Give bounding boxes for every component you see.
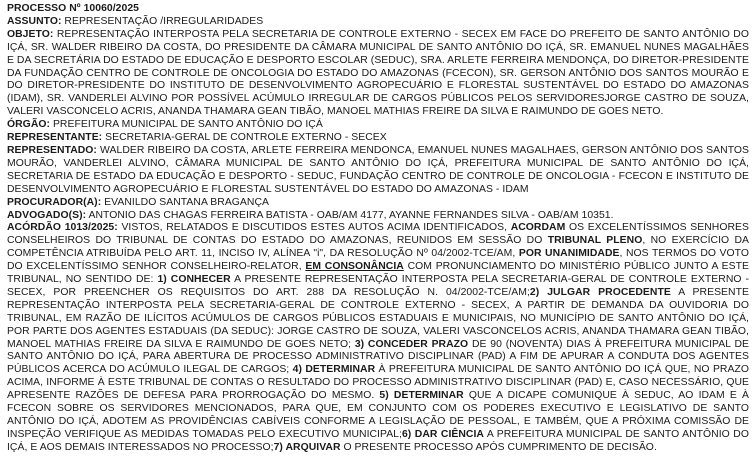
acordao-bold-unanimidade: POR UNANIMIDADE xyxy=(518,248,620,260)
acordao-text-1: VISTOS, RELATADOS E DISCUTIDOS ESTES AUTOS ACIMA IDENTIFICADOS, xyxy=(121,222,508,234)
advogado-value: ANTONIO DAS CHAGAS FERREIRA BATISTA - OAB/AM 4177, AYANNE FERNANDES SILVA - OAB/AM 10351. xyxy=(88,209,614,221)
acordao-text-4: , NOS TERMOS DO VOTO DO EXCELENTÍSSIMO SENHOR CONSELHEIRO-RELATOR, xyxy=(7,248,750,273)
acordao-text-10: QUE A DICAPE COMUNIQUE À SEDUC, AO IDAM E À FCECON SOBRE OS SERVIDORES MENCIONADOS, PARA QUE, EM CONJUNTO COM OS PODERES EXECUTIVO E LEGISLATIVO DE SANTO ANTÔNIO DO IÇÁ, ADOTEM AS PROVIDÊNCIAS CABÍVEIS CONFORME A LEGISLAÇÃO DE PESSOAL, E TAMBÉM, QUE A PRÓXIMA COMISSÃO DE INSPEÇÃO VERIFIQUE AS MEDIDAS TOMADAS PELO EXECUTIVO MUNICIPAL; xyxy=(7,390,750,440)
objeto-label: OBJETO: xyxy=(7,28,54,40)
acordao-text-5: COM PRONUNCIAMENTO DO MINISTÉRIO PÚBLICO JUNTO A ESTE TRIBUNAL, NO SENTIDO DE: xyxy=(7,261,750,286)
acordao-bold-consonancia: EM CONSONÂNCIA xyxy=(305,261,404,273)
objeto-paragraph xyxy=(7,29,749,119)
acordao-item-1-label: 1) CONHECER xyxy=(157,274,231,286)
representado-label: REPRESENTADO: xyxy=(7,144,97,156)
acordao-text-7: A PRESENTE REPRESENTAÇÃO INTERPOSTA PELA SECRETARIA-GERAL DE CONTROLE EXTERNO - SECEX, A PARTIR DE DEMANDA DA OUVIDORIA DO TRIBUNAL, EM RAZÃO DE ILÍCITOS ACÚMULOS DE CARGOS PÚBLICOS ESTADUAIS E MUNICIPAIS, NO MUNICÍPIO DE SANTO ANTÔNIO DO IÇÁ, POR PARTE DOS AGENTES ESTADUAIS (DA SEDUC): JORGE CASTRO DE SOUZA, VALERI VASCONCELOS ACRIS, ANANDA THAMARA GEAN TIBÃO, MANOEL MATHIAS FREIRE DA SILVA E RAIMUNDO DE GOES NETO; xyxy=(7,286,749,350)
objeto-value: REPRESENTAÇÃO INTERPOSTA PELA SECRETARIA DE CONTROLE EXTERNO - SECEX EM FACE DO PREFEITO DE SANTO ANTÔNIO DO IÇÁ, SR. WALDER RIBEIRO DA COSTA, DO PRESIDENTE DA CÂMARA MUNICIPAL DE SANTO ANTÔNIO DO IÇÁ, SR. EMANUEL NUNES MAGALHÃES E DA SECRETÁRIA DO ESTADO DE EDUCAÇÃO E DESPORTO ESCOLAR (SEDUC), SRA. ARLETE FERREIRA MENDONÇA, DO DIRETOR-PRESIDENTE DA FUNDAÇÃO CENTRO DE CONTROLE DE ONCOLOGIA DO ESTADO DO AMAZONAS (FCECON), SR. GERSON ANTÔNIO DOS SANTOS MOURÃO E DO DIRETOR-PRESIDENTE DO INSTITUTO DE DESENVOLVIMENTO AGROPECUÁRIO E FLORESTAL SUSTENTÁVEL DO ESTADO DO AMAZONAS (IDAM), SR. VANDERLEI ALVINO POR POSSÍVEL ACÚMULO IRREGULAR DE CARGOS PÚBLICOS PELOS SERVIDORESJORGE CASTRO DE SOUZA, VALERI VASCONCELO ACRIS, ANANDA THAMARA GEAN TIBÃO, MANOEL MATHIAS FREIRE DA SILVA E RAIMUNDO DE GOES NETO. xyxy=(7,28,749,118)
acordao-bold-tribunal-pleno: TRIBUNAL PLENO xyxy=(547,235,643,247)
assunto-line xyxy=(7,16,749,29)
acordao-item-3-label: 3) CONCEDER PRAZO xyxy=(354,338,469,350)
representado-paragraph xyxy=(7,145,749,197)
acordao-text-3: , NO EXERCÍCIO DA COMPETÊNCIA ATRIBUÍDA PELO ART. 11, INCISO IV, ALÍNEA "i", DA RESOLUÇÃO Nº 04/2002-TCE/AM, xyxy=(7,235,750,260)
advogado-label: ADVOGADO(S): xyxy=(7,209,87,221)
acordao-item-6-label: 6) DAR CIÊNCIA xyxy=(401,428,484,440)
acordao-item-4-label: 4) DETERMINAR xyxy=(292,364,376,376)
representante-label: REPRESENTANTE: xyxy=(7,132,103,144)
acordao-paragraph xyxy=(7,222,749,454)
acordao-text-6: A PRESENTE REPRESENTAÇÃO INTERPOSTA PELA SECRETARIA-GERAL DE CONTROLE EXTERNO - SECEX, POR PREENCHER OS REQUISITOS DO ART. 288 DA RESOLUÇÃO N. 04/2002-TCE/AM; xyxy=(7,274,750,298)
assunto-value: REPRESENTAÇÃO /IRREGULARIDADES xyxy=(64,15,264,27)
acordao-text-9: À PREFEITURA MUNICIPAL DE SANTO ANTÔNIO DO IÇÁ QUE, NO PRAZO ACIMA, INFORME À ESTE TRIBUNAL DE CONTAS O RESULTADO DO PROCESSO ADMINISTRATIVO DISCIPLINAR (PAD) E, CASO NECESSÁRIO, QUE APRESENTE RAZÕES DE DEFESA PARA PRORROGAÇÃO DO MESMO. xyxy=(7,364,749,402)
procurador-value: EVANILDO SANTANA BRAGANÇA xyxy=(104,196,270,208)
procurador-line xyxy=(7,197,749,210)
acordao-text-2: OS EXCELENTÍSSIMOS SENHORES CONSELHEIROS DO TRIBUNAL DE CONTAS DO ESTADO DO AMAZONAS, REUNIDOS EM SESSÃO DO xyxy=(7,222,749,247)
orgao-line xyxy=(7,119,749,132)
acordao-item-5-label: 5) DETERMINAR xyxy=(379,390,464,402)
processo-line xyxy=(7,3,749,16)
acordao-bold-acordam: ACORDAM xyxy=(510,222,566,234)
representante-line xyxy=(7,132,749,145)
acordao-text-8: DE 90 (NOVENTA) DIAS À PREFEITURA MUNICIPAL DE SANTO ANTÔNIO DO IÇÁ, PARA ABERTURA DE PROCESSO ADMINISTRATIVO DISCIPLINAR (PAD) A FIM DE APURAR A CONDUTA DOS AGENTES PÚBLICOS ACERCA DO ACÚMULO ILEGAL DE CARGOS; xyxy=(7,338,750,376)
orgao-value: PREFEITURA MUNICIPAL DE SANTO ANTÔNIO DO IÇÁ xyxy=(52,119,323,131)
processo-number: 10060/2025 xyxy=(83,3,139,14)
advogado-line xyxy=(7,210,749,223)
orgao-label: ÓRGÃO: xyxy=(7,119,51,131)
representante-value: SECRETARIA-GERAL DE CONTROLE EXTERNO - SECEX xyxy=(105,132,387,144)
acordao-item-2-label: 2) JULGAR PROCEDENTE xyxy=(529,286,671,298)
representado-value: WALDER RIBEIRO DA COSTA, ARLETE FERREIRA MENDONCA, EMANUEL NUNES MAGALHAES, GERSON ANTÔNIO DOS SANTOS MOURÃO, VANDERLEI ALVINO, CÂMARA MUNICIPAL DE SANTO ANTÔNIO DO IÇÁ, PREFEITURA MUNICIPAL DE SANTO ANTÔNIO DO IÇÁ, SECRETARIA DE ESTADO DA EDUCAÇÃO E DESPORTO - SEDUC, FUNDAÇÃO CENTRO DE CONTROLE DE ONCOLOGIA - FCECON E INSTITUTO DE DESENVOLVIMENTO AGROPECUÁRIO E FLORESTAL SUSTENTÁVEL DO ESTADO DO AMAZONAS - IDAM xyxy=(7,144,750,195)
acordao-label: ACÓRDÃO 1013/2025: xyxy=(7,222,118,234)
acordao-item-7-label: 7) ARQUIVAR xyxy=(273,441,341,453)
acordao-text-11: A PREFEITURA MUNICIPAL DE SANTO ANTÔNIO DO IÇÁ, E AOS DEMAIS INTERESSADOS NO PROCESSO; xyxy=(7,428,749,453)
acordao-text-12: O PRESENTE PROCESSO APÓS CUMPRIMENTO DE DECISÃO. xyxy=(343,441,657,453)
procurador-label: PROCURADOR(A): xyxy=(7,196,102,208)
assunto-label: ASSUNTO: xyxy=(7,15,62,27)
processo-label: PROCESSO Nº xyxy=(7,3,81,14)
